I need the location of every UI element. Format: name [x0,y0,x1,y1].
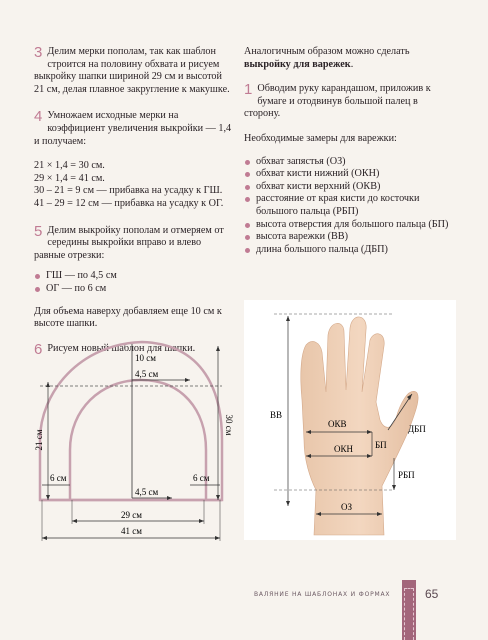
step-4-number: 4 [34,108,43,126]
page-number: 65 [425,587,439,601]
hat-height-left-label: 21 см [34,429,44,451]
calc-line-2: 29 × 1,4 = 41 см. [34,172,105,184]
hand-okv-label: ОКВ [328,419,347,429]
footer-chapter-title: ВАЛЯНИЕ НА ШАБЛОНАХ И ФОРМАХ [254,591,394,598]
hat-inner-outline [70,380,206,500]
hat-top-add-label: 10 см [135,353,156,363]
list-item: ОГ — по 6 см [34,283,234,296]
step-5-number: 5 [34,222,43,240]
step-3-number: 3 [34,44,43,61]
step-6-text: Рисуем новый шаблон для шапки. [47,342,196,354]
list-item: длина большого пальца (ДБП) [244,244,456,257]
hand-dbp-label: ДБП [408,424,426,434]
list-item: расстояние от края кисти до косточки большого пальца (РБП) [244,193,456,218]
hand-vv-label: ВВ [270,410,283,420]
measures-title: Необходимые замеры для варежки: [244,132,397,144]
mitten-intro-pre: Аналогичным образом можно сделать [244,46,410,57]
step-3-text: Делим мерки пополам, так как шаблон строится на половину обхвата и рисуем выкройку шапки шириной 29 см и высотой 21 см, делая плавное закругление к макушке. [34,46,230,95]
step-6-number: 6 [34,340,43,358]
hand-bp-label: БП [375,440,387,450]
list-item: высота варежки (ВВ) [244,231,456,244]
list-item: обхват кисти верхний (ОКВ) [244,181,456,194]
step-4-text: Умножаем исходные мерки на коэффициент увеличения выкройки — 1,4 и получаем: [34,110,232,147]
hat-height-right-label: 30 см [224,414,234,436]
hand-oz-label: ОЗ [341,502,353,512]
list-item: обхват запястья (ОЗ) [244,156,456,169]
hat-width-outer-label: 41 см [121,526,142,536]
mitten-step-1-text: Обводим руку карандашом, приложив к бумаге и отодвинув большой палец в сторону. [244,83,431,120]
hand-diagram [244,300,456,540]
hand-rbp-label: РБП [398,470,415,480]
hat-right-bottom-label: 6 см [193,473,210,483]
list-item: обхват кисти нижний (ОКН) [244,168,456,181]
volume-text: Для объема наверху добавляем еще 10 см к высоте шапки. [34,305,222,330]
page-tab-decoration [402,580,416,640]
step-5-text: Делим выкройку пополам и отмеряем от середины выкройки вправо и влево равные отрезки: [34,224,224,261]
mitten-intro-bold: выкройку для варежек [244,58,351,70]
calc-line-4: 41 – 29 = 12 см — прибавка на усадку к ОГ. [34,197,224,209]
hand-okn-label: ОКН [334,444,354,454]
hat-width-inner-label: 29 см [121,510,142,520]
hat-left-bottom-label: 6 см [50,473,67,483]
list-item: высота отверстия для большого пальца (БП) [244,219,456,232]
mitten-intro-post: . [350,58,354,70]
list-item: ГШ — по 4,5 см [34,270,234,283]
calc-line-1: 21 × 1,4 = 30 см. [34,160,105,172]
hat-inner-bottom-label: 4,5 см [135,487,159,497]
calc-line-3: 30 – 21 = 9 см — прибавка на усадку к ГШ. [34,185,223,197]
hat-inner-top-label: 4,5 см [135,369,159,379]
mitten-step-1-number: 1 [244,81,253,99]
